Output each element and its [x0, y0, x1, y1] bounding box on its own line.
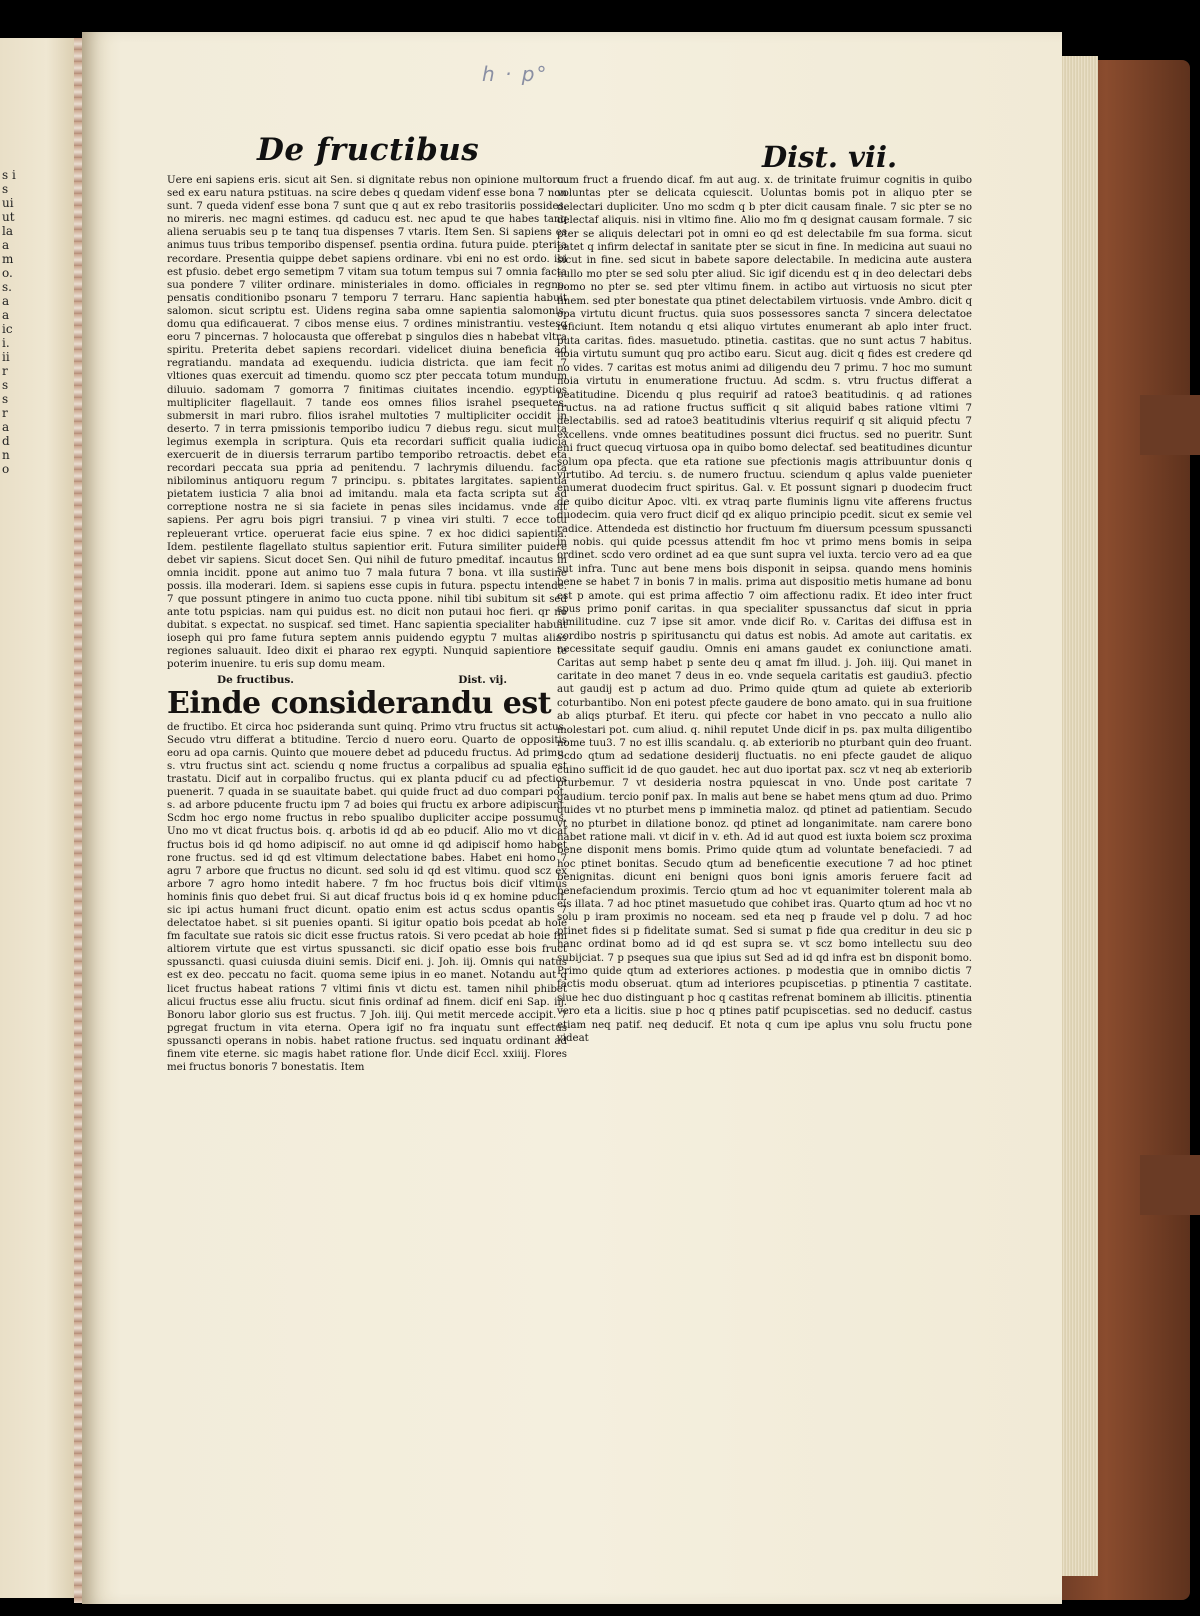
section-subheading: [217, 674, 507, 687]
column-right-text: cum fruct a fruendo dicaf. fm aut aug. x. de trinitate fruimur cognitis in quibo voluntas pter se delicata cquiescit. Uoluntas bomis pot in aliquo pter se delectari dupliciter. Uno mo scdm q b pter dicit causam finale. 7 sic pter se no delectaf aliquis. nisi in vltimo fine. Alio mo fm q designat causam formale. 7 sic pter se aliquis delectari pot in omni eo qd est delectabile fm sua forma. sicut patet q infirm delectaf in sanitate pter se sicut in fine. In medicina aut suaui no sicut in fine. sed sicut in babete sapore delectabile. In medicina aute austera nullo mo pter se sed solu pter aliud. Sic igif dicendu est q in deo delectari debs bomo no pter se. sed pter vltimu finem. in actibo aut virtuosis no sicut pter finem. sed pter bonestate qua ptinet delectabilem virtuosis. vnde Ambro. dicit q opa virtutu dicunt fructus. quia suos possessores sancta 7 sincera delectatoe reficiunt. Item notandu q etsi aliquo virtutes enumerant ab aplo inter fruct. puta caritas. fides. masuetudo. ptinetia. castitas. que no sunt actus 7 habitus. noia virtutu sumunt quq pro actibo earu. Sicut aug. dicit q fides est credere qd no vides. 7 caritas est motus animi ad diligendu deu 7 primu. 7 hoc mo sumunt noia virtutu in enumeratione fructuu. Ad scdm. s. vtru fructus differat a beatitudine. Dicendu q plus requirif ad ratoe3 beatitudinis. q ad rationes fructus. na ad ratione fructus sufficit q sit aliquid babes ratione vltimi 7 delectabilis. sed ad ratoe3 beatitudinis vlterius requirif q sit aliquid pfectu 7 excellens. vnde omnes beatitudines possunt dici fructus. sed no pueritr. Sunt eni fruct quecuq virtuosa opa in quibo bomo delectaf. sed beatitudines dicuntur solum opa pfecta. que eta ratione sue pfectionis magis attribuuntur donis q virtutibo. Ad terciu. s. de numero fructuu. sciendum q aplus valde puenieter enumerat duodecim fruct spiritus. Gal. v. Et possunt signari p duodecim fruct de quibo dicitur Apoc. vlti. ex vtraq parte fluminis lignu vite afferens fructus duodecim. quia vero fruct dicif qd ex aliquo principio pcedit. sicut ex semie vel radice. Attendeda est distinctio hor fructuum fm diuersum pcessum spussancti in nobis. qui quide pcessus attendit fm hoc vt primo mens bomis in seipa ordinet. scdo vero ordinet ad ea que sunt supra vel iuxta. tercio vero ad ea que sut infra. Tunc aut bene mens bois disponit in seipsa. quando mens hominis bene se habet 7 in bonis 7 in malis. prima aut dispositio metis humane ad bonu est p amote. qui est prima affectio 7 oim affectionu radix. Et ideo inter fruct spus primo ponif caritas. in qua specialiter spussanctus daf sicut in ppria similitudine. cuz 7 ipse sit amor. vnde dicif Ro. v. Caritas dei diffusa est in cordibo nostris p spiritusanctu qui datus est nobis. Ad amote aut caritatis. ex necessitate sequif gaudiu. Omnis eni amans gaudet ex coniunctione amati. Caritas aut semp habet p sente deu q amat fm illud. j. Joh. iiij. Qui manet in caritate in deo manet 7 deus in eo. vnde sequela caritatis est gaudiu3. pfectio aut gaudij est p actum ad duo. Primo quide qtum ad quiete ab exteriorib coturbantibo. Non eni potest pfecte gaudere de bono amato. qui in sua fruitione ab aliqs pturbaf. Et iteru. qui pfecte cor habet in vno peccato a nullo alio molestari pot. cum aliud. q. nihil reputet Unde dicif in ps. pax multa diligentibo nome tuu3. 7 no est illis scandalu. q. ab exteriorib no pturbant quin deo fruant. Scdo qtum ad sedatione desiderij fluctuatis. no eni pfecte gaudet de aliquo cuino sufficit id de quo gaudet. hec aut duo iportat pax. scz vt neq ab exteriorib pturbemur. 7 vt desideria nostra pquiescat in vno. Unde post caritate 7 gaudium. tercio ponif pax. In malis aut bene se habet mens qtum ad duo. Primo quides vt no pturbet mens p imminetia maloz. qd ptinet ad patientiam. Secudo vt no pturbet in dilatione bonoz. qd ptinet ad longanimitate. nam carere bono habet ratione mali. vt dicif in v. eth. Ad id aut quod est iuxta boiem scz proxima bene disponit mens bomis. Primo quide qtum ad voluntate benefaciedi. 7 ad hoc ptinet bonitas. Secudo qtum ad beneficentie executione 7 ad hoc ptinet benignitas. dicunt eni benigni quos boni ignis amoris feruere facit ad benefaciendum proximis. Tercio qtum ad hoc vt equanimiter tolerent mala ab eis illata. 7 ad hoc ptinet masuetudo que cohibet iras. Quarto qtum ad hoc vt no solu p iram proximis no noceam. sed eta neq p fraude vel p dolu. 7 ad hoc ptinet fides si p fidelitate sumat. Sed si sumat p fide qua creditur in deu sic p hanc ordinat bomo ad id qd est supra se. vt scz bomo intellectu suu deo subijciat. 7 p pseques sua que ipius sut Sed ad id qd infra est bn disponit bomo. Primo quide qtum ad exteriores actiones. p modestia que in omnibo dictis 7 factis modu obseruat. qtum ad interiores pcupiscetias. p ptinentia 7 castitate. siue hec duo distinguant p hoc q castitas refrenat bominem ab illicitis. ptinentia vero eta a licitis. siue p hoc q ptines patif pcupiscetias. sed no deducif. castus etiam neq patif. neq deducif. Et nota q cum ipe aplus vnu solu fructu pone videat: [557, 175, 972, 1044]
left-page: [0, 38, 78, 1598]
running-head-right: Dist. vii.: [762, 140, 898, 174]
subheading-distinction: Dist. vij.: [458, 673, 507, 686]
text-column-right: [557, 174, 972, 1045]
page: [82, 32, 1062, 1604]
incipit-heading: Einde considerandu est: [167, 685, 552, 721]
left-page-text-fragment: s is ui ut la a m o. s. a a ic i. ii r s s r a d n o: [2, 168, 16, 476]
subheading-title: De fructibus.: [217, 673, 294, 686]
column-left-text: Uere eni sapiens eris. sicut ait Sen. si dignitate rebus non opinione multoru. sed ex earu natura pstituas. na scire debes q quedam videnf esse bona 7 non sunt. 7 queda videnf esse bona 7 sunt que q aut ex rebo trasitoriis possides. no mireris. nec magni estimes. qd caducu est. nec apud te que habes tanq aliena seruabis seu p te tanq tua dispenses 7 vtaris. Item Sen. Si sapiens es animus tuus tribus temporibo dispensef. psentia ordina. futura puide. pterita recordare. Presentia quippe debet sapiens ordinare. vbi eni no est ordo. ibi est pfusio. debet ergo semetipm 7 vitam sua totum tempus sui 7 omnia facta sua pondere 7 viliter ordinare. ministeriales in domo. officiales in regno. pensatis conditionibo psonaru 7 temporu 7 terraru. Hanc sapientia habuit salomon. sicut scriptu est. Uidens regina saba omne sapientia salomonis. domu qua edificauerat. 7 cibos mense eius. 7 ordines ministrantiu. vestesq eoru 7 pincernas. 7 holocausta que offerebat p singulos dies n habebat vltra spiritu. Preterita debet sapiens recordari. videlicet diuina beneficia ad regratiandu. mandata ad exequendu. iudicia districta. que iam fecit 7 vltiones quas exercuit ad timendu. quomo scz pter peccata totum mundum diluuio. sadomam 7 gomorra 7 finitimas ciuitates incendio. egyptios multipliciter flagellauit. 7 tande eos omnes filios israhel psequetes. submersit in mari rubro. filios israhel multoties 7 multipliciter occidit in deserto. 7 in terra pmissionis temporibo iudicu 7 diebus regu. sicut multa legimus exempla in scriptura. Quis eta recordari sufficit qualia iudicia exercuerit de in diuersis terrarum partibo temporibo retroactis. debet eta recordari peccata sua ppria ad penitendu. 7 lachrymis diluendu. facta nibilominus antiquoru regum 7 principu. s. pbitates largitates. sapientia pietatem iusticia 7 alia bnoi ad imitandu. mala eta facta scripta sut ad correptione nostra ne si sia faciete in penas siles incidamus. vnde ait sapiens. Per agru bois pigri transiui. 7 p vinea viri stulti. 7 ecce totu repleuerant vrtice. operuerat facie eius spine. 7 ex hoc didici sapientia. Idem. pestilente flagellato stultus sapientior erit. Futura similiter puidere debet vir sapiens. Sicut docet Sen. Qui nihil de futuro pmeditaf. incautus in omnia incidit. ppone aut animo tuo 7 mala futura 7 bona. vt illa sustine possis. illa moderari. Idem. si sapiens esse cupis in futura. pspectu intende. 7 que possunt ptingere in animo tuo cucta ppone. nihil tibi subitum sit sed ante totu pspicias. nam qui puidus est. no dicit non putaui hoc fieri. qr no dubitat. s expectat. no suspicaf. sed timet. Hanc sapientia specialiter habuit ioseph qui pro fame futura septem annis puidendo egyptu 7 multas alias regiones saluauit. Ideo dixit ei pharao rex egypti. Nunquid sapientiore te poterim inuenire. tu eris sup domu meam.: [167, 175, 567, 671]
clasp-strap-top: [1140, 395, 1200, 455]
column-left-text-continued: de fructibo. Et circa hoc psideranda sunt quinq. Primo vtru fructus sit actus. Secudo vtru differat a btitudine. Tercio d nuero eoru. Quarto de oppositis eoru ad opa carnis. Quinto que mouere debet ad pducedu fructus. Ad primu. s. vtru fructus sint act. sciendu q nome fructus a corpalibus ad spualia est trastatu. Dicif aut in corpalibo fructus. qui ex planta pducif cu ad pfectios puenerit. 7 quada in se suauitate babet. qui quide fruct ad duo compari pot. s. ad arbore pducente fructu ipm 7 ad boies qui fructu ex arbore adipiscunt. Scdm hoc ergo nome fructus in rebo spualibo dupliciter accipe possumus. Uno mo vt dicat fructus bois. q. arbotis id qd ab eo pducif. Alio mo vt dicaf fructus bois id qd homo adipiscif. no aut omne id qd adipiscif homo habet rone fructus. sed id qd est vltimum delectatione babes. Habet eni homo 7 agru 7 arbore que fructus no dicunt. sed solu id qd est vltimu. quod scz ex arbore 7 agro homo intedit habere. 7 fm hoc fructus bois dicif vltimus hominis finis quo debet frui. Si aut dicaf fructus bois id q ex homine pducif. sic ipi actus humani fruct dicunt. opatio enim est actus scdus opantis 7 delectatoe habet. si sit puenies opanti. Si igitur opatio bois pcedat ab hoie fm facultate sue ratois sic dicit esse fructus ratois. Si vero pcedat ab hoie fm altiorem virtute que est virtus spussancti. sic dicif opatio esse bois fruct spussancti. quasi cuiusda diuini semis. Dicif eni. j. Joh. iij. Omnis qui natus est ex deo. peccatu no facit. quoma seme ipius in eo manet. Notandu aut q licet fructus habeat rations 7 vltimi finis vt dictu est. tamen nihil phibet alicui fructus esse aliu fructu. sicut finis ordinaf ad finem. dicif eni Sap. iij. Bonoru labor glorio sus est fructus. 7 Joh. iiij. Qui metit mercede accipit. 7 pgregat fructum in vita eterna. Opera igif no fra inquatu sunt effectus spussancti operans in nobis. habet ratione fructus. sed inquatu ordinant ad finem vite eterne. sic magis habet ratione flor. Unde dicif Eccl. xxiiij. Flores mei fructus bonoris 7 bonestatis. Item: [167, 721, 567, 1074]
text-column-left: [167, 174, 567, 1074]
clasp-strap-bottom: [1140, 1155, 1200, 1215]
pencil-annotation: h · p°: [482, 62, 549, 86]
running-head-left: De fructibus: [257, 132, 480, 168]
